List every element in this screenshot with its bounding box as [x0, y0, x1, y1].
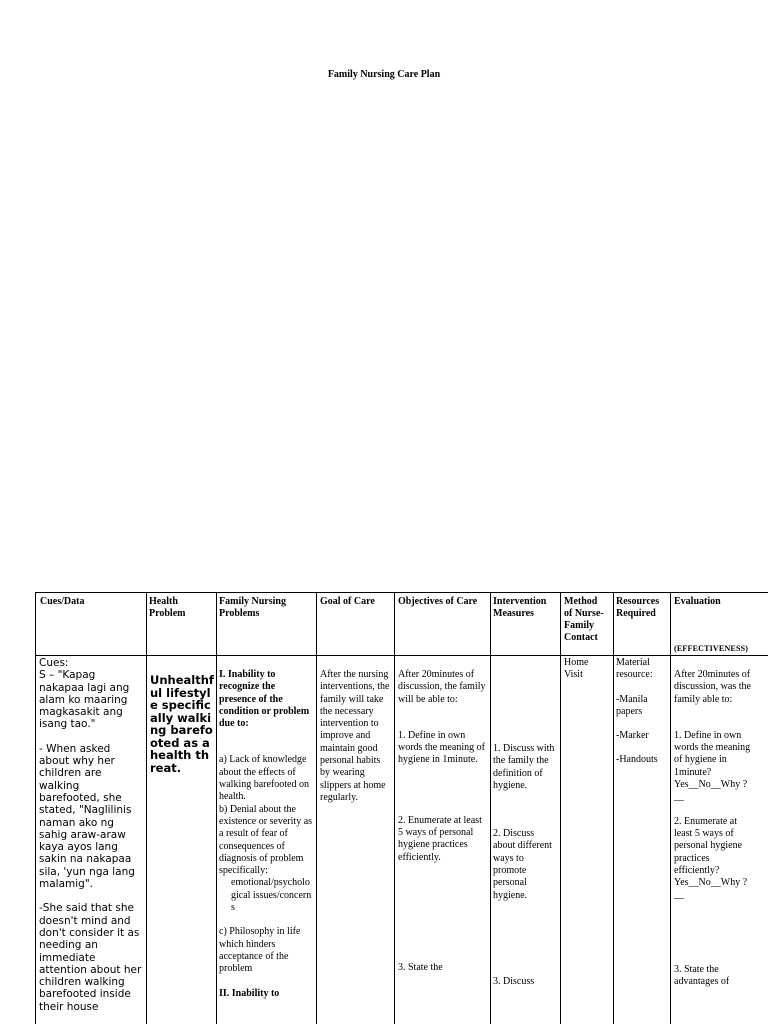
cues-cell — [39, 657, 143, 1013]
objectives-cell — [398, 669, 486, 974]
cues-asked: - When asked about why her children are walking barefooted, she stated, "Naglilinis naman ako ng sahig araw-araw kaya ayos lang sakin na nakapaa sila, 'yun nga lang malamig". — [39, 742, 135, 891]
evaluation-2: 2. Enumerate at least 5 ways of personal hygiene practices efficiently? Yes__No__Why ?__ — [674, 815, 748, 901]
problem-heading-2: II. Inability to — [219, 987, 280, 999]
column-border-health — [146, 592, 147, 1024]
cues-label: Cues: — [39, 657, 69, 669]
objectives-intro: After 20minutes of discussion, the family will be able to: — [398, 669, 486, 705]
interventions-cell — [493, 743, 557, 988]
evaluation-intro: After 20minutes of discussion, was the family able to: — [674, 669, 751, 705]
column-border-cues — [35, 592, 36, 1024]
column-border-interventions — [490, 592, 491, 1024]
column-border-method — [560, 592, 561, 1024]
header-evaluation: Evaluation — [674, 596, 721, 607]
objective-2: 2. Enumerate at least 5 ways of personal hygiene practices efficiently. — [398, 814, 482, 863]
table-top-border — [35, 592, 768, 593]
resource-handouts: -Handouts — [616, 754, 658, 766]
family-problems-cell — [219, 669, 313, 1000]
resources-label: Material resource: — [616, 657, 653, 681]
header-interventions: Intervention Measures — [493, 596, 547, 619]
resource-marker: -Marker — [616, 730, 649, 742]
header-resources: Resources Required — [616, 596, 660, 619]
problem-heading-1: I. Inability to recognize the presence of the condition or problem due to: — [219, 669, 310, 730]
header-cues: Cues/Data — [40, 596, 85, 607]
header-method: Method of Nurse-Family Contact — [564, 596, 604, 643]
header-evaluation-sub: (EFFECTIVENESS) — [674, 644, 749, 653]
objective-1: 1. Define in own words the meaning of hygiene in 1minute. — [398, 729, 485, 766]
column-border-resources — [613, 592, 614, 1024]
health-problem-cell: Unhealthful lifestyle specifically walking barefooted as a health threat. — [150, 673, 214, 775]
evaluation-3: 3. State the advantages of — [674, 963, 730, 988]
resource-manila: -Manila papers — [616, 693, 648, 717]
problem-item-a: a) Lack of knowledge about the effects of walking barefooted on health. — [219, 754, 309, 803]
objective-3: 3. State the — [398, 961, 443, 973]
intervention-2: 2. Discuss about different ways to promote personal hygiene. — [493, 828, 552, 901]
intervention-3: 3. Discuss — [493, 975, 535, 987]
column-border-goal — [316, 592, 317, 1024]
evaluation-1: 1. Define in own words the meaning of hygiene in 1minute? Yes__No__Why ?__ — [674, 729, 751, 803]
column-border-objectives — [394, 592, 395, 1024]
header-health-problem: Health Problem — [149, 596, 186, 619]
column-border-evaluation — [670, 592, 671, 1024]
cues-she-said: -She said that she doesn't mind and don't consider it as needing an immediate attention about her children walking barefooted inside their house — [39, 902, 142, 1013]
header-family-problems: Family Nursing Problems — [219, 596, 286, 619]
problem-item-b-sub: emotional/psychological issues/concerns — [231, 877, 312, 914]
goal-cell: After the nursing interventions, the family will take the necessary intervention to improve and maintain good personal habits by wearing slippers at home regularly. — [320, 669, 390, 803]
header-bottom-border — [35, 655, 768, 656]
header-goal: Goal of Care — [320, 596, 375, 607]
evaluation-cell — [674, 669, 754, 988]
intervention-1: 1. Discuss with the family the definition of hygiene. — [493, 743, 555, 791]
header-objectives: Objectives of Care — [398, 596, 478, 607]
document-title: Family Nursing Care Plan — [327, 69, 441, 80]
resources-cell — [616, 657, 670, 767]
problem-item-c: c) Philosophy in life which hinders acceptance of the problem — [219, 926, 301, 975]
problem-item-b: b) Denial about the existence or severity as a result of fear of consequences of diagnosis of problem specifically: — [219, 803, 313, 877]
method-cell: Home Visit — [564, 657, 589, 681]
cues-subjective: S – "Kapag nakapaa lagi ang alam ko maaring magkasakit ang isang tao." — [39, 669, 130, 731]
column-border-problems — [216, 592, 217, 1024]
